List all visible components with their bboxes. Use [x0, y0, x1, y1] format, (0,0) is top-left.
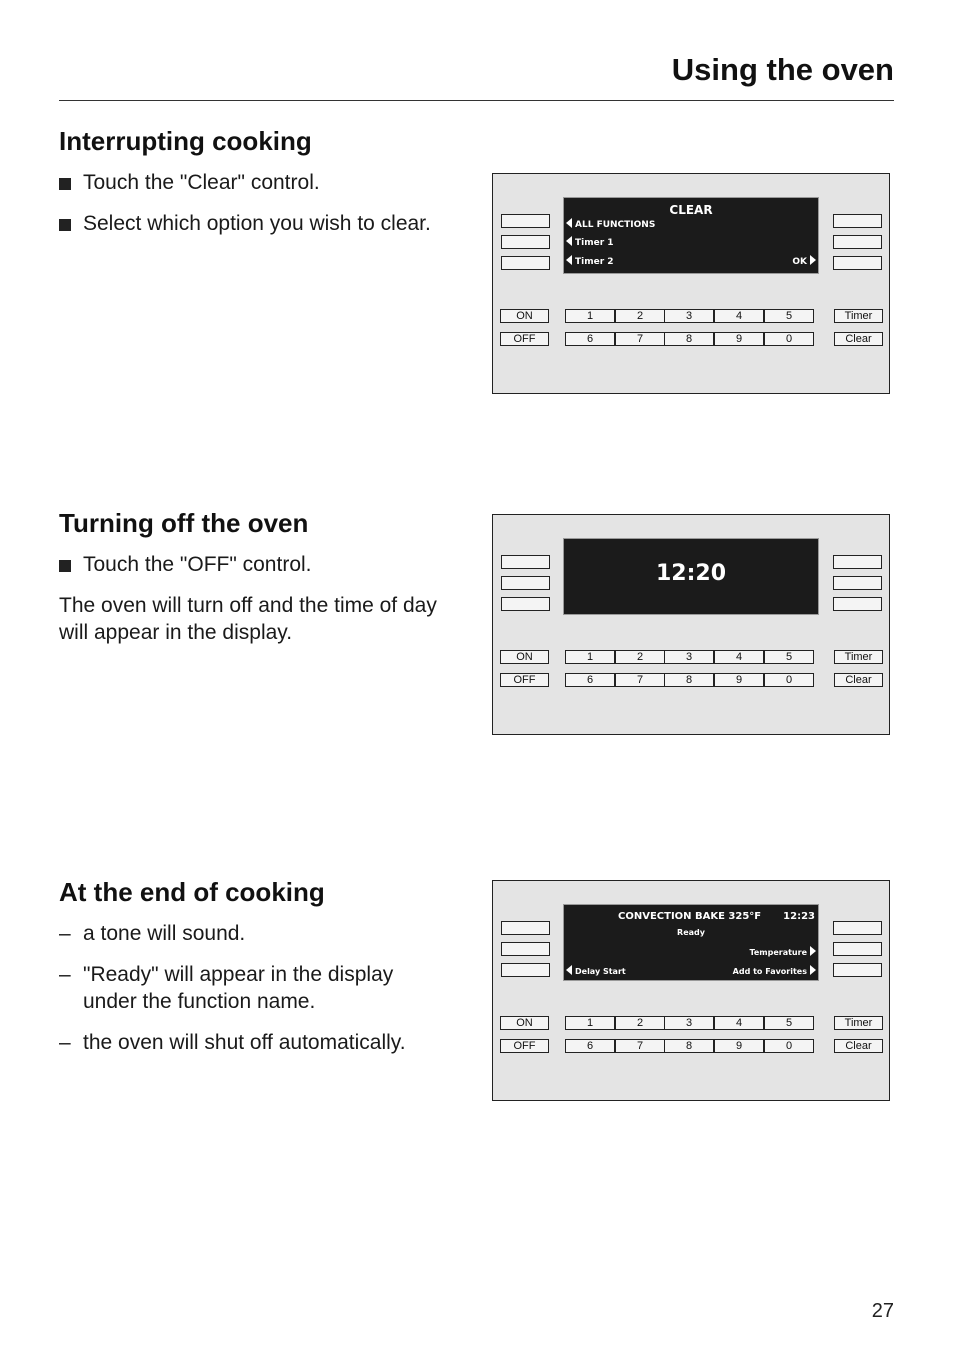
digit-8-button[interactable]: 8: [664, 673, 714, 687]
digit-2-button[interactable]: 2: [615, 1016, 665, 1030]
digit-7-button[interactable]: 7: [615, 1039, 665, 1053]
off-button[interactable]: OFF: [500, 1039, 549, 1053]
control-panel-end: [492, 880, 890, 1101]
section-heading: Interrupting cooking: [59, 126, 312, 156]
digit-4-button[interactable]: 4: [714, 309, 764, 323]
left-arrow-icon: [566, 236, 572, 246]
digit-9-button[interactable]: 9: [714, 673, 764, 687]
display-time: 12:23: [783, 911, 815, 922]
off-button[interactable]: OFF: [500, 673, 549, 687]
digit-9-button[interactable]: 9: [714, 332, 764, 346]
digit-4-button[interactable]: 4: [714, 1016, 764, 1030]
clear-button[interactable]: Clear: [834, 332, 883, 346]
digit-0-button[interactable]: 0: [764, 673, 814, 687]
right-soft-key-1[interactable]: [833, 214, 882, 228]
display-delay-start-option: Delay Start: [566, 965, 626, 976]
oven-display: [563, 197, 819, 274]
left-arrow-icon: [566, 255, 572, 265]
page-title: Using the oven: [671, 52, 894, 87]
digit-2-button[interactable]: 2: [615, 309, 665, 323]
left-soft-key-2[interactable]: [501, 942, 550, 956]
instruction-item: Touch the "Clear" control.: [59, 169, 469, 196]
right-soft-key-3[interactable]: [833, 597, 882, 611]
digit-1-button[interactable]: 1: [565, 309, 615, 323]
instruction-list: [59, 169, 469, 237]
instruction-list: [59, 551, 469, 578]
digit-1-button[interactable]: 1: [565, 1016, 615, 1030]
display-temperature-option: Temperature: [749, 946, 816, 957]
clear-button[interactable]: Clear: [834, 1039, 883, 1053]
control-panel-off: [492, 514, 890, 735]
timer-button[interactable]: Timer: [834, 650, 883, 664]
timer-button[interactable]: Timer: [834, 1016, 883, 1030]
right-soft-key-1[interactable]: [833, 921, 882, 935]
digit-2-button[interactable]: 2: [615, 650, 665, 664]
digit-6-button[interactable]: 6: [565, 332, 615, 346]
right-soft-key-1[interactable]: [833, 555, 882, 569]
result-item: – a tone will sound.: [59, 920, 469, 947]
oven-display: [563, 904, 819, 981]
description-paragraph: The oven will turn off and the time of day will appear in the display.: [59, 594, 437, 644]
section-interrupting-cooking: [59, 126, 469, 251]
right-soft-key-3[interactable]: [833, 963, 882, 977]
result-item: – the oven will shut off automatically.: [59, 1029, 469, 1056]
result-item: – "Ready" will appear in the display under the function name.: [59, 961, 428, 1015]
display-option-all-functions: ALL FUNCTIONS: [566, 218, 655, 230]
digit-1-button[interactable]: 1: [565, 650, 615, 664]
on-button[interactable]: ON: [500, 309, 549, 323]
section-heading: Turning off the oven: [59, 508, 309, 538]
digit-8-button[interactable]: 8: [664, 1039, 714, 1053]
display-status: Ready: [677, 928, 705, 937]
display-ok: OK: [792, 255, 816, 267]
control-panel-clear: [492, 173, 890, 394]
instruction-item: Select which option you wish to clear.: [59, 210, 469, 237]
digit-7-button[interactable]: 7: [615, 673, 665, 687]
time-of-day: 12:20: [655, 561, 727, 586]
on-button[interactable]: ON: [500, 1016, 549, 1030]
section-turning-off: [59, 508, 469, 646]
timer-button[interactable]: Timer: [834, 309, 883, 323]
instruction-item: Touch the "OFF" control.: [59, 551, 469, 578]
off-button[interactable]: OFF: [500, 332, 549, 346]
left-soft-key-3[interactable]: [501, 256, 550, 270]
digit-4-button[interactable]: 4: [714, 650, 764, 664]
digit-6-button[interactable]: 6: [565, 1039, 615, 1053]
left-soft-key-1[interactable]: [501, 921, 550, 935]
right-soft-key-2[interactable]: [833, 235, 882, 249]
clear-button[interactable]: Clear: [834, 673, 883, 687]
digit-9-button[interactable]: 9: [714, 1039, 764, 1053]
right-arrow-icon: [810, 965, 816, 975]
left-soft-key-3[interactable]: [501, 963, 550, 977]
display-option-timer2: Timer 2: [566, 255, 614, 267]
right-soft-key-2[interactable]: [833, 576, 882, 590]
digit-7-button[interactable]: 7: [615, 332, 665, 346]
oven-display: [563, 538, 819, 615]
left-arrow-icon: [566, 965, 572, 975]
page-number: 27: [871, 1300, 894, 1322]
digit-8-button[interactable]: 8: [664, 332, 714, 346]
display-function: CONVECTION BAKE 325°F: [618, 911, 762, 922]
on-button[interactable]: ON: [500, 650, 549, 664]
left-soft-key-3[interactable]: [501, 597, 550, 611]
right-soft-key-2[interactable]: [833, 942, 882, 956]
left-soft-key-2[interactable]: [501, 235, 550, 249]
digit-5-button[interactable]: 5: [764, 309, 814, 323]
right-arrow-icon: [810, 946, 816, 956]
digit-6-button[interactable]: 6: [565, 673, 615, 687]
left-arrow-icon: [566, 218, 572, 228]
digit-5-button[interactable]: 5: [764, 1016, 814, 1030]
display-title: CLEAR: [669, 203, 713, 217]
left-soft-key-2[interactable]: [501, 576, 550, 590]
digit-5-button[interactable]: 5: [764, 650, 814, 664]
display-option-timer1: Timer 1: [566, 236, 614, 248]
right-arrow-icon: [810, 255, 816, 265]
section-heading: At the end of cooking: [59, 877, 325, 907]
left-soft-key-1[interactable]: [501, 555, 550, 569]
left-soft-key-1[interactable]: [501, 214, 550, 228]
digit-3-button[interactable]: 3: [664, 1016, 714, 1030]
digit-0-button[interactable]: 0: [764, 1039, 814, 1053]
digit-0-button[interactable]: 0: [764, 332, 814, 346]
result-list: [59, 920, 469, 1056]
section-end-of-cooking: [59, 877, 469, 1070]
display-favorites-option: Add to Favorites: [733, 965, 816, 976]
digit-3-button[interactable]: 3: [664, 309, 714, 323]
right-soft-key-3[interactable]: [833, 256, 882, 270]
title-rule: [59, 100, 894, 101]
digit-3-button[interactable]: 3: [664, 650, 714, 664]
